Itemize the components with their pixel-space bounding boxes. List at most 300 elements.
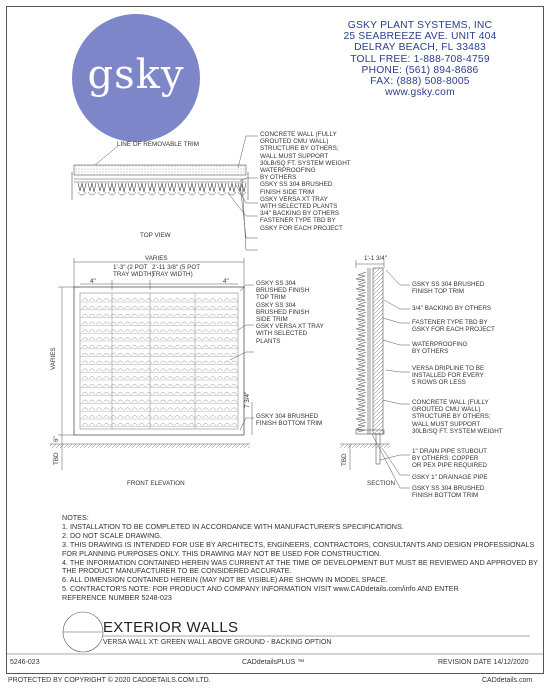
pot-mark bbox=[174, 377, 180, 380]
pot-mark bbox=[110, 361, 116, 364]
pot-mark bbox=[132, 377, 138, 380]
pot-mark bbox=[139, 400, 145, 403]
pot-mark bbox=[196, 416, 202, 419]
pot-mark bbox=[125, 423, 131, 426]
pot-mark bbox=[139, 353, 145, 356]
pot-mark bbox=[110, 384, 116, 387]
pot-mark bbox=[96, 377, 102, 380]
pot-mark bbox=[210, 400, 216, 403]
tv-callout-9: FINISH SIDE TRIM bbox=[260, 188, 315, 196]
pot-mark bbox=[189, 338, 195, 341]
pot-mark bbox=[132, 314, 138, 317]
top-view-caption: TOP VIEW bbox=[140, 232, 171, 239]
pot-mark bbox=[217, 369, 223, 372]
pot-mark bbox=[196, 369, 202, 372]
pot-mark bbox=[174, 338, 180, 341]
pot-mark bbox=[203, 361, 209, 364]
pot-mark bbox=[146, 361, 152, 364]
pot-mark bbox=[118, 400, 124, 403]
pot-mark bbox=[146, 322, 152, 325]
pot-mark bbox=[103, 299, 109, 302]
pot-mark bbox=[82, 408, 88, 411]
pot-mark bbox=[125, 306, 131, 309]
sec-callout-20: GSKY SS 304 BRUSHED bbox=[412, 485, 485, 492]
pot-mark bbox=[174, 306, 180, 309]
pot-mark bbox=[82, 345, 88, 348]
pot-mark bbox=[217, 322, 223, 325]
sec-callout-16: 1" DRAIN PIPE STUBOUT bbox=[412, 448, 488, 455]
pot-mark bbox=[118, 322, 124, 325]
pot-mark bbox=[210, 423, 216, 426]
pot-mark bbox=[132, 400, 138, 403]
pot-mark bbox=[103, 338, 109, 341]
pot-mark bbox=[153, 314, 159, 317]
pot-mark bbox=[110, 377, 116, 380]
pot-mark bbox=[103, 384, 109, 387]
pot-mark bbox=[189, 353, 195, 356]
pot-mark bbox=[189, 408, 195, 411]
plant-mark bbox=[228, 183, 236, 195]
front-callouts bbox=[256, 280, 324, 345]
pot-mark bbox=[153, 392, 159, 395]
pot-mark bbox=[189, 384, 195, 387]
pot-mark bbox=[153, 369, 159, 372]
pot-mark bbox=[231, 353, 237, 356]
pot-mark bbox=[217, 400, 223, 403]
pot-mark bbox=[167, 299, 173, 302]
fe-bottom-2: FINISH BOTTOM TRIM bbox=[256, 420, 323, 428]
sec-callout-12: GROUTED CMU WALL) bbox=[412, 406, 481, 414]
section-plant-mark bbox=[356, 382, 366, 392]
top-view-drawing bbox=[72, 146, 248, 200]
pot-mark bbox=[125, 345, 131, 348]
fe-callout-5: BRUSHED FINISH bbox=[256, 308, 310, 316]
pot-mark bbox=[181, 338, 187, 341]
pot-mark bbox=[118, 338, 124, 341]
pot-mark bbox=[174, 345, 180, 348]
tray-grid bbox=[80, 293, 238, 429]
pot-mark bbox=[153, 377, 159, 380]
pot-mark bbox=[167, 423, 173, 426]
pot-mark bbox=[110, 416, 116, 419]
pot-mark bbox=[132, 330, 138, 333]
pot-mark bbox=[217, 330, 223, 333]
pot-mark bbox=[231, 384, 237, 387]
pot-mark bbox=[181, 314, 187, 317]
pot-mark bbox=[181, 400, 187, 403]
pot-mark bbox=[89, 314, 95, 317]
note-2: 2. DO NOT SCALE DRAWING. bbox=[62, 530, 162, 540]
pot-mark bbox=[181, 369, 187, 372]
pot-mark bbox=[231, 400, 237, 403]
pot-mark bbox=[224, 353, 230, 356]
pot-mark bbox=[196, 330, 202, 333]
pot-mark bbox=[196, 314, 202, 317]
pot-mark bbox=[196, 345, 202, 348]
front-elevation-drawing bbox=[50, 287, 250, 448]
pot-mark bbox=[224, 400, 230, 403]
pot-mark bbox=[132, 416, 138, 419]
pot-mark bbox=[174, 384, 180, 387]
pot-mark bbox=[110, 345, 116, 348]
pot-mark bbox=[89, 408, 95, 411]
sec-callout-2: FINISH TOP TRIM bbox=[412, 288, 465, 296]
pot-mark bbox=[118, 392, 124, 395]
pot-mark bbox=[89, 306, 95, 309]
pot-mark bbox=[217, 338, 223, 341]
section-plant-mark bbox=[356, 302, 366, 312]
pot-mark bbox=[139, 345, 145, 348]
pot-mark bbox=[139, 377, 145, 380]
pot-mark bbox=[210, 314, 216, 317]
pot-mark bbox=[224, 314, 230, 317]
pot-mark bbox=[167, 338, 173, 341]
pot-mark bbox=[167, 392, 173, 395]
pot-mark bbox=[231, 338, 237, 341]
pot-mark bbox=[82, 338, 88, 341]
pot-mark bbox=[110, 330, 116, 333]
fe-bottom-1: GSKY 304 BRUSHED bbox=[256, 413, 319, 420]
pot-mark bbox=[217, 353, 223, 356]
pot-mark bbox=[125, 369, 131, 372]
pot-mark bbox=[174, 299, 180, 302]
pot-mark bbox=[118, 330, 124, 333]
tv-callout-13: FASTENER TYPE TBD BY bbox=[260, 217, 336, 225]
pot-mark bbox=[181, 322, 187, 325]
pot-mark bbox=[82, 314, 88, 317]
pot-mark bbox=[82, 330, 88, 333]
pot-mark bbox=[132, 353, 138, 356]
pot-mark bbox=[103, 369, 109, 372]
pot-mark bbox=[217, 314, 223, 317]
pot-mark bbox=[189, 423, 195, 426]
pot-mark bbox=[181, 423, 187, 426]
plant-mark bbox=[168, 183, 176, 195]
pot-mark bbox=[118, 408, 124, 411]
pot-mark bbox=[224, 330, 230, 333]
pot-mark bbox=[167, 345, 173, 348]
pot-mark bbox=[203, 392, 209, 395]
pot-mark bbox=[146, 314, 152, 317]
pot-mark bbox=[160, 369, 166, 372]
pot-mark bbox=[96, 423, 102, 426]
section-callouts-c bbox=[412, 341, 468, 355]
pot-mark bbox=[125, 408, 131, 411]
pot-mark bbox=[103, 408, 109, 411]
sec-callout-1: GSKY SS 304 BRUSHED bbox=[412, 281, 485, 288]
pot-mark bbox=[224, 345, 230, 348]
pot-mark bbox=[125, 353, 131, 356]
pot-mark bbox=[203, 353, 209, 356]
pot-mark bbox=[217, 361, 223, 364]
tray-a-line2: TRAY WIDTH) bbox=[113, 271, 154, 279]
pot-mark bbox=[103, 423, 109, 426]
pot-mark bbox=[231, 361, 237, 364]
pot-mark bbox=[118, 345, 124, 348]
pot-mark bbox=[160, 384, 166, 387]
pot-mark bbox=[89, 361, 95, 364]
section-dim-top: 1'-1 3/4" bbox=[364, 255, 388, 262]
pot-mark bbox=[96, 361, 102, 364]
pot-mark bbox=[89, 345, 95, 348]
pot-mark bbox=[82, 322, 88, 325]
pot-mark bbox=[153, 423, 159, 426]
pot-mark bbox=[125, 299, 131, 302]
pot-mark bbox=[110, 353, 116, 356]
front-dim-top: VARIES bbox=[145, 255, 168, 262]
pot-mark bbox=[103, 306, 109, 309]
pot-mark bbox=[110, 392, 116, 395]
pot-mark bbox=[96, 338, 102, 341]
pot-mark bbox=[196, 306, 202, 309]
plant-mark bbox=[158, 183, 166, 195]
pot-mark bbox=[110, 338, 116, 341]
pot-mark bbox=[203, 314, 209, 317]
note-4: 4. THE INFORMATION CONTAINED HEREIN WAS CURRENT AT THE TIME OF DEVELOPMENT BUT MUST BE REVIEWED AND APPROVED BY bbox=[62, 557, 538, 567]
pot-mark bbox=[167, 322, 173, 325]
pot-mark bbox=[118, 353, 124, 356]
pot-mark bbox=[125, 338, 131, 341]
pot-mark bbox=[210, 408, 216, 411]
pot-mark bbox=[217, 423, 223, 426]
pot-mark bbox=[181, 353, 187, 356]
drawing-subtitle: VERSA WALL XT: GREEN WALL ABOVE GROUND - BACKING OPTION bbox=[103, 639, 332, 646]
section-plant-mark bbox=[356, 362, 366, 372]
pot-mark bbox=[132, 306, 138, 309]
front-dim-bottom: 6" bbox=[53, 436, 60, 442]
pot-mark bbox=[167, 408, 173, 411]
pot-mark bbox=[96, 306, 102, 309]
note-1: 1. INSTALLATION TO BE COMPLETED IN ACCORDANCE WITH MANUFACTURER'S SPECIFICATIONS. bbox=[62, 521, 404, 531]
pot-mark bbox=[167, 400, 173, 403]
pot-mark bbox=[203, 299, 209, 302]
note-5: 5. CONTRACTOR'S NOTE: FOR PRODUCT AND COMPANY INFORMATION VISIT www.CADdetails.com/info AND ENTER bbox=[62, 584, 459, 594]
front-dim-tray-b bbox=[152, 264, 200, 278]
pot-mark bbox=[210, 299, 216, 302]
sec-callout-11: CONCRETE WALL (FULLY bbox=[412, 399, 489, 406]
top-view-wall bbox=[74, 165, 246, 175]
pot-mark bbox=[125, 400, 131, 403]
section-plants bbox=[356, 272, 366, 432]
pot-mark bbox=[146, 338, 152, 341]
pot-mark bbox=[210, 353, 216, 356]
note-5b: REFERENCE NUMBER 5248-023 bbox=[62, 593, 172, 603]
fe-callout-3: TOP TRIM bbox=[256, 294, 286, 302]
pot-mark bbox=[96, 322, 102, 325]
plant-mark bbox=[198, 183, 206, 195]
pot-mark bbox=[118, 384, 124, 387]
pot-mark bbox=[210, 377, 216, 380]
sec-callout-21: FINISH BOTTOM TRIM bbox=[412, 492, 479, 500]
front-dim-left: VARIES bbox=[50, 347, 57, 370]
pot-mark bbox=[210, 330, 216, 333]
pot-mark bbox=[196, 377, 202, 380]
section-plant-mark bbox=[356, 322, 366, 332]
pot-mark bbox=[118, 377, 124, 380]
pot-mark bbox=[146, 416, 152, 419]
pot-mark bbox=[231, 299, 237, 302]
fe-callout-2: BRUSHED FINISH bbox=[256, 287, 310, 295]
pot-mark bbox=[132, 361, 138, 364]
pot-mark bbox=[139, 361, 145, 364]
tv-callout-5: 30LB/SQ FT. SYSTEM WEIGHT bbox=[260, 159, 351, 167]
pot-mark bbox=[89, 330, 95, 333]
pot-mark bbox=[167, 369, 173, 372]
front-dim-4-right: 4" bbox=[223, 278, 229, 285]
pot-mark bbox=[231, 416, 237, 419]
pot-mark bbox=[181, 330, 187, 333]
pot-mark bbox=[153, 338, 159, 341]
pot-mark bbox=[132, 345, 138, 348]
pot-mark bbox=[103, 330, 109, 333]
title-block-lines bbox=[6, 612, 544, 654]
pot-mark bbox=[132, 299, 138, 302]
pot-mark bbox=[110, 322, 116, 325]
pot-mark bbox=[224, 361, 230, 364]
section-caption: SECTION bbox=[367, 480, 395, 487]
pot-mark bbox=[210, 322, 216, 325]
plant-mark bbox=[138, 183, 146, 195]
pot-mark bbox=[224, 338, 230, 341]
pot-mark bbox=[189, 400, 195, 403]
pot-mark bbox=[181, 377, 187, 380]
notes-heading: NOTES: bbox=[62, 513, 89, 522]
company-toll-free: TOLL FREE: 1-888-708-4759 bbox=[350, 53, 490, 65]
company-website: www.gsky.com bbox=[385, 87, 455, 99]
pot-mark bbox=[196, 400, 202, 403]
pot-mark bbox=[181, 361, 187, 364]
pot-mark bbox=[146, 299, 152, 302]
pot-mark bbox=[132, 384, 138, 387]
pot-mark bbox=[110, 423, 116, 426]
pot-mark bbox=[153, 299, 159, 302]
plant-mark bbox=[178, 183, 186, 195]
pot-mark bbox=[217, 345, 223, 348]
pot-mark bbox=[160, 345, 166, 348]
revision-date: REVISION DATE 14/12/2020 bbox=[438, 659, 529, 666]
company-address-1: 25 SEABREEZE AVE. UNIT 404 bbox=[343, 31, 497, 43]
pot-mark bbox=[189, 377, 195, 380]
sec-callout-18: OR PEX PIPE REQUIRED bbox=[412, 462, 487, 470]
pot-mark bbox=[174, 369, 180, 372]
pot-mark bbox=[224, 384, 230, 387]
tv-callout-6: WATERPROOFING bbox=[260, 167, 316, 175]
sec-callout-9: INSTALLED FOR EVERY bbox=[412, 372, 484, 380]
pot-mark bbox=[139, 299, 145, 302]
pot-mark bbox=[103, 353, 109, 356]
pot-mark bbox=[146, 400, 152, 403]
pot-mark bbox=[110, 299, 116, 302]
caddetails-link[interactable]: CADdetails.com bbox=[482, 677, 533, 684]
sec-callout-7: BY OTHERS bbox=[412, 348, 449, 356]
pot-mark bbox=[196, 322, 202, 325]
pot-mark bbox=[153, 361, 159, 364]
pot-mark bbox=[174, 392, 180, 395]
pot-mark bbox=[189, 361, 195, 364]
pot-mark bbox=[231, 408, 237, 411]
section-plant-mark bbox=[356, 282, 366, 292]
plant-mark bbox=[108, 183, 116, 195]
pot-mark bbox=[196, 423, 202, 426]
pot-mark bbox=[125, 314, 131, 317]
pot-mark bbox=[132, 392, 138, 395]
pot-mark bbox=[82, 377, 88, 380]
pot-mark bbox=[181, 416, 187, 419]
pot-mark bbox=[139, 322, 145, 325]
pot-mark bbox=[174, 408, 180, 411]
plant-mark bbox=[208, 183, 216, 195]
pot-mark bbox=[203, 400, 209, 403]
notes bbox=[62, 514, 538, 603]
pot-mark bbox=[217, 306, 223, 309]
pot-mark bbox=[139, 416, 145, 419]
pot-mark bbox=[231, 369, 237, 372]
pot-mark bbox=[196, 299, 202, 302]
section-plant-mark bbox=[356, 342, 366, 352]
pot-mark bbox=[203, 408, 209, 411]
top-view-plants bbox=[78, 183, 246, 195]
plant-mark bbox=[238, 183, 246, 195]
pot-mark bbox=[146, 423, 152, 426]
pot-mark bbox=[224, 306, 230, 309]
section-plant-mark bbox=[356, 352, 366, 362]
pot-mark bbox=[160, 330, 166, 333]
pot-mark bbox=[89, 377, 95, 380]
tv-callout-14: GSKY FOR EACH PROJECT bbox=[260, 224, 343, 232]
pot-mark bbox=[96, 299, 102, 302]
pot-mark bbox=[203, 377, 209, 380]
pot-mark bbox=[139, 338, 145, 341]
pot-mark bbox=[160, 314, 166, 317]
pot-mark bbox=[82, 423, 88, 426]
pot-mark bbox=[189, 299, 195, 302]
tv-callout-1: CONCRETE WALL (FULLY bbox=[260, 131, 337, 138]
pot-mark bbox=[196, 408, 202, 411]
pot-mark bbox=[181, 306, 187, 309]
front-callout-bottom bbox=[256, 413, 322, 427]
company-fax: FAX: (888) 508-8005 bbox=[370, 76, 470, 88]
pot-mark bbox=[96, 408, 102, 411]
pot-mark bbox=[203, 330, 209, 333]
tray-b-line2: TRAY WIDTH) bbox=[152, 271, 193, 279]
pot-mark bbox=[231, 322, 237, 325]
pot-mark bbox=[189, 322, 195, 325]
pot-mark bbox=[153, 408, 159, 411]
pot-mark bbox=[167, 384, 173, 387]
pot-mark bbox=[217, 299, 223, 302]
front-dim-tray-a bbox=[113, 264, 154, 278]
pot-mark bbox=[82, 416, 88, 419]
pot-mark bbox=[224, 377, 230, 380]
pot-mark bbox=[103, 392, 109, 395]
pot-mark bbox=[167, 353, 173, 356]
section-plant-mark bbox=[356, 312, 366, 322]
section-plant-mark bbox=[356, 402, 366, 412]
tv-callout-7: BY OTHERS bbox=[260, 174, 297, 182]
pot-mark bbox=[167, 306, 173, 309]
fe-callout-8: WITH SELECTED bbox=[256, 330, 308, 338]
pot-mark bbox=[189, 369, 195, 372]
sec-callout-8: VERSA DRIPLINE TO BE bbox=[412, 365, 485, 372]
pot-mark bbox=[210, 392, 216, 395]
pot-mark bbox=[103, 416, 109, 419]
pot-mark bbox=[110, 314, 116, 317]
pot-mark bbox=[224, 392, 230, 395]
pot-mark bbox=[181, 384, 187, 387]
pot-mark bbox=[139, 369, 145, 372]
pot-mark bbox=[196, 338, 202, 341]
section-plant-mark bbox=[356, 412, 366, 422]
